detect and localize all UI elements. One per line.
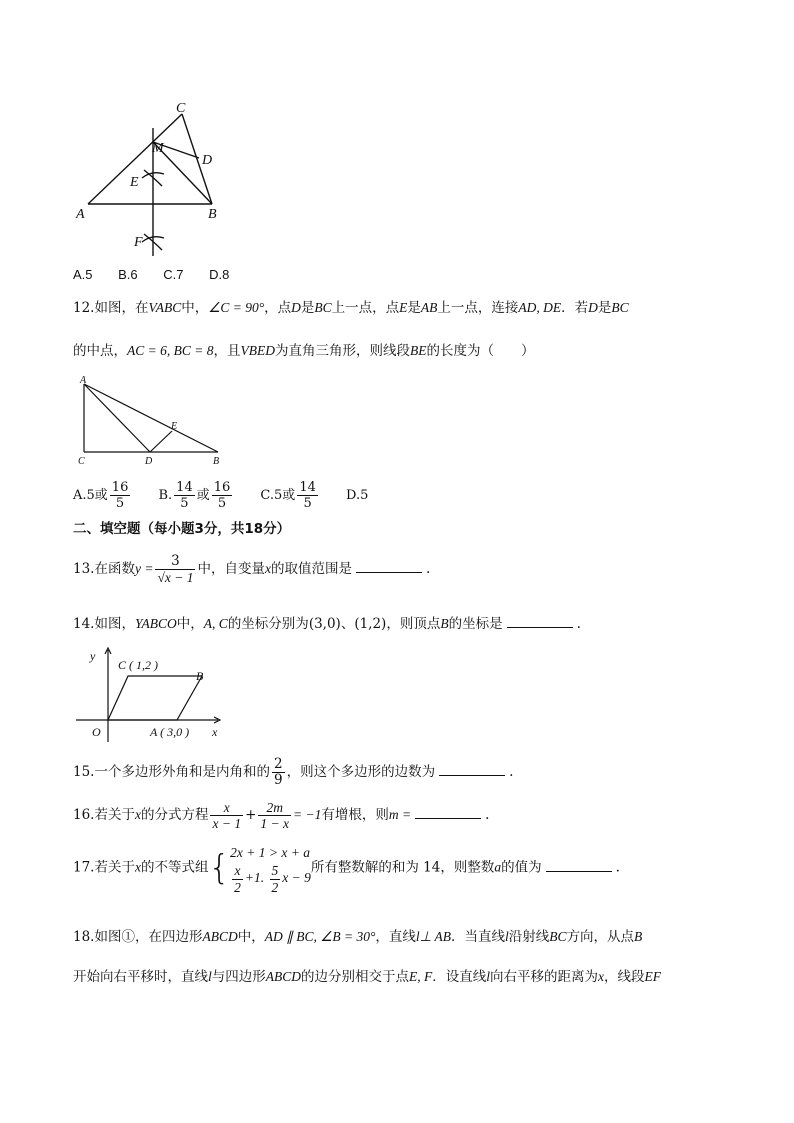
q17-math: +1. (244, 870, 265, 886)
q12-text: 的长度为（ ） (426, 343, 535, 359)
q14-label-o: O (92, 725, 101, 739)
q18-text: 沿射线 (508, 929, 550, 945)
frac-den: 9 (273, 772, 283, 788)
q13-text: 13.在函数 (73, 561, 135, 577)
q12-math: BC (611, 300, 629, 315)
frac-den: √x − 1 (157, 570, 194, 585)
q11-label-b: B (208, 207, 217, 222)
q17-text: 的值为 (501, 859, 542, 876)
q12-line2 (73, 342, 534, 360)
q11-label-a: A (76, 207, 85, 222)
q18-math: ⊥ AB (419, 929, 451, 944)
q12-opt-text: A.5或 (73, 488, 108, 503)
q16-math: + (245, 807, 257, 823)
q14-text: 的坐标分别为 (227, 616, 309, 632)
q12-text: 为直角三角形，则线段 (274, 343, 410, 359)
q13-math: x (264, 561, 271, 576)
q12-text: 是 (407, 300, 421, 316)
q12-math: BE (409, 343, 427, 358)
q12-text: ，且 (213, 343, 241, 359)
q18-text: ．设直线 (432, 969, 487, 985)
q12-opt-text: C.5或 (260, 488, 296, 503)
q11-label-d: D (202, 153, 213, 168)
q17-math: a (494, 859, 502, 875)
q18-text: ，直线 (375, 929, 416, 945)
q14-text: 14.如图， (73, 616, 135, 632)
q16-math: = −1 (293, 807, 322, 822)
q17-math: x (134, 859, 141, 875)
q13 (73, 548, 430, 590)
frac-den: 2 (234, 879, 241, 895)
q12-option-d[interactable]: D.5 (346, 488, 369, 503)
q12-opt-text: 或 (196, 488, 210, 503)
frac-num: 14 (176, 480, 193, 495)
q18-math: x (598, 969, 605, 984)
q18-line2 (73, 968, 661, 986)
frac-num: 16 (213, 480, 231, 495)
q17-brace: { (208, 848, 231, 888)
q14-math: A, C (203, 616, 228, 631)
q14-text: ，则顶点 (386, 616, 441, 632)
frac-num: 16 (111, 480, 129, 495)
q12-figure (72, 374, 232, 470)
q13-text: . (425, 561, 431, 577)
q14 (73, 615, 581, 633)
q11-options (73, 266, 251, 284)
q16-text: 的分式方程 (140, 807, 209, 823)
q16-text: 有增根，则 (321, 807, 389, 823)
q12-math: AC = 6, BC = 8 (127, 343, 214, 358)
frac-den: 1 − x (260, 816, 290, 831)
q18-math: l (208, 969, 212, 984)
q15-answer-blank[interactable] (439, 763, 505, 776)
q12-option-b[interactable] (158, 478, 234, 514)
q14-text: 中， (176, 616, 204, 632)
q16-text: . (485, 807, 490, 823)
q14-label-a: A ( 3,0 ) (150, 725, 190, 739)
q17-math: x − 9 (282, 870, 311, 886)
q11-option-b[interactable]: B.6 (118, 267, 138, 282)
q14-math: B (440, 616, 449, 631)
q18-math: l (486, 969, 491, 984)
q18-math: EF (644, 969, 662, 984)
q15 (73, 752, 513, 792)
frac-num: 2 (273, 755, 283, 772)
q12-text: 上一点，点 (331, 300, 400, 316)
section-heading: 二、填空题（每小题3分，共18分） (73, 521, 291, 537)
q12-label-c: C (78, 456, 85, 467)
q14-answer-blank[interactable] (507, 615, 573, 628)
q17-ineq1: 2x + 1 > x + a (230, 845, 310, 860)
q12-math: VBED (240, 343, 275, 358)
q14-math: YABCO (134, 616, 177, 631)
q18-text: 中， (237, 929, 265, 945)
q18-math: AD ∥ BC, ∠B = 30° (264, 929, 376, 944)
q12-text: ．若 (561, 300, 589, 316)
q12-math: AB (420, 300, 438, 315)
q11-figure (72, 98, 242, 258)
q12-text: 是 (597, 300, 612, 316)
q14-figure (72, 644, 232, 744)
q12-math: D (588, 300, 598, 315)
frac-den: 5 (180, 496, 189, 511)
q11-option-a[interactable]: A.5 (73, 267, 93, 282)
frac-num: 2m (258, 801, 291, 817)
q14-text: . (576, 616, 581, 632)
q12-label-d: D (145, 456, 153, 467)
q17-system (230, 842, 311, 894)
q16-answer-blank[interactable] (415, 806, 481, 819)
q13-text: 的取值范围是 (270, 561, 352, 577)
frac-den: 5 (115, 496, 125, 511)
q14-label-b: B (196, 669, 204, 683)
frac-num: 14 (299, 480, 316, 495)
q17-text: . (615, 859, 620, 876)
q12-label-b: B (213, 456, 220, 467)
q12-option-c[interactable] (260, 478, 319, 514)
q12-label-e: E (171, 421, 178, 432)
q13-answer-blank[interactable] (356, 560, 422, 573)
q12-opt-text: B. (158, 488, 173, 503)
q14-label-c: C ( 1,2 ) (118, 658, 158, 672)
q15-text: 15.一个多边形外角和是内角和的 (73, 764, 270, 780)
q18-text: ．当直线 (451, 929, 505, 945)
q15-text: ，则这个多边形的边数为 (286, 764, 436, 780)
q12-math: D (291, 300, 301, 315)
q18-line1 (73, 928, 642, 946)
q12-text: 的中点， (73, 343, 127, 359)
q18-text: 开始向右平移时，直线 (73, 969, 208, 985)
frac-num: x (210, 801, 243, 817)
q12-option-a[interactable] (73, 478, 132, 514)
q18-text: 与四边形 (211, 969, 266, 985)
q17-answer-blank[interactable] (546, 859, 612, 872)
q12-text: 12.如图，在 (73, 300, 149, 316)
q12-math: BC (314, 300, 332, 315)
q18-text: ，线段 (604, 969, 645, 985)
q18-math: ABCD (265, 969, 302, 984)
q18-math: B (634, 929, 643, 944)
q12-text: 是 (300, 300, 315, 316)
q12-math: VABC (148, 300, 182, 315)
q18-text: 的边分别相交于点 (301, 969, 410, 985)
q11-label-e: E (130, 175, 139, 190)
q18-math: l (505, 929, 509, 944)
q18-math: l (415, 929, 420, 944)
q12-math: ∠C = 90° (208, 300, 265, 315)
q18-math: BC (549, 929, 567, 944)
q12-text: 中， (181, 300, 209, 316)
frac-num: 3 (155, 555, 195, 571)
q12-math: E (399, 300, 408, 315)
q11-label-f: F (134, 235, 143, 250)
q14-text: 的坐标是 (448, 616, 503, 632)
q18-text: 方向，从点 (566, 929, 635, 945)
q12-text: ，点 (264, 300, 292, 316)
frac-den: 5 (217, 496, 227, 511)
q18-text: 向右平移的距离为 (490, 969, 599, 985)
frac-den: 2 (271, 879, 279, 895)
q16-math: x (134, 807, 141, 822)
q17-text: 的不等式组 (140, 859, 209, 876)
q17-text: 17.若关于 (73, 859, 135, 876)
q12-text: 上一点，连接 (437, 300, 519, 316)
q12-math: AD, DE (518, 300, 562, 315)
q18-math: E, F (409, 969, 433, 984)
q17 (73, 842, 620, 894)
q12-options (73, 478, 390, 514)
q17-text: 所有整数解的和为 14，则整数 (310, 859, 495, 876)
q14-label-x: x (212, 725, 218, 739)
q13-math: y = (134, 561, 154, 576)
q11-option-d[interactable]: D.8 (209, 267, 230, 282)
q18-text: 18.如图①，在四边形 (73, 929, 203, 945)
q14-label-y: y (90, 649, 96, 663)
q18-math: ABCD (202, 929, 238, 944)
q11-label-m: M (152, 141, 164, 156)
q14-math: (3,0)、(1,2) (308, 616, 387, 632)
frac-num: x (232, 864, 243, 880)
frac-num: 5 (271, 863, 279, 878)
q16-text: 16.若关于 (73, 807, 135, 823)
q15-text: . (509, 764, 514, 780)
q16 (73, 795, 489, 835)
q11-label-c: C (176, 101, 186, 116)
frac-den: 5 (303, 496, 312, 511)
frac-den: x − 1 (212, 816, 242, 831)
q17-ineq2 (230, 864, 311, 894)
q12-label-a: A (80, 375, 87, 386)
q12-line1 (73, 299, 629, 317)
q16-math: m = (388, 807, 412, 822)
q13-text: 中，自变量 (197, 561, 265, 577)
q11-option-c[interactable]: C.7 (163, 267, 184, 282)
